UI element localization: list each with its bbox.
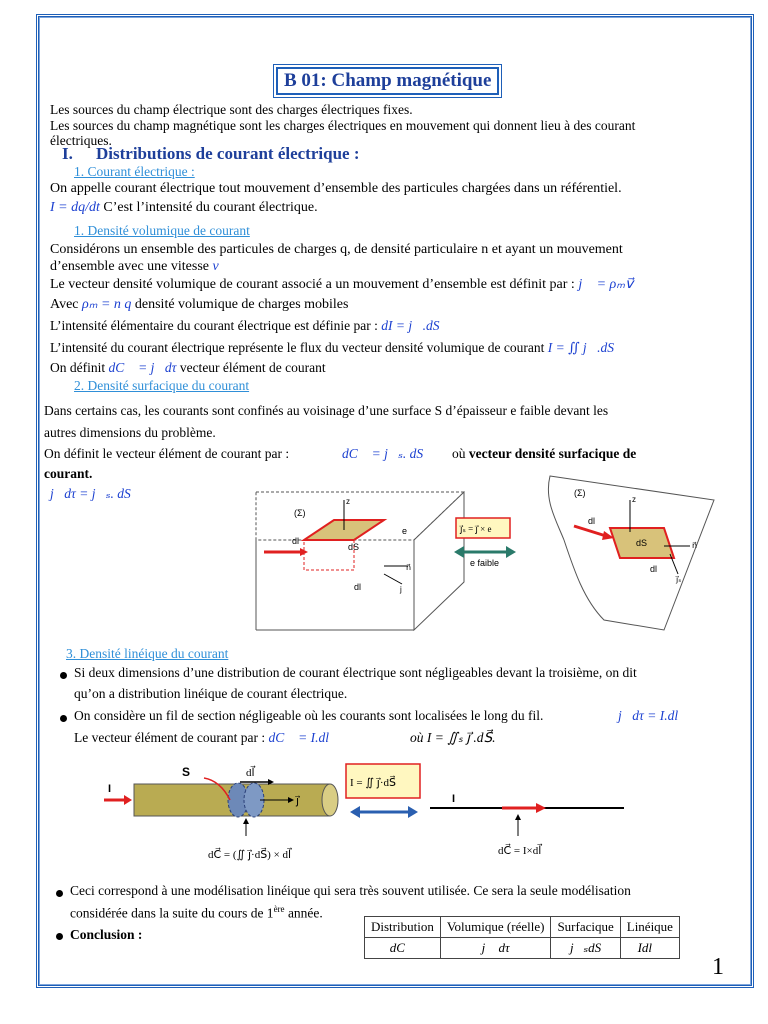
svg-text:I = ∬ j⃗·dS⃗: I = ∬ j⃗·dS⃗	[350, 777, 396, 789]
svg-text:z: z	[632, 495, 636, 504]
lineique-b2-eq: j⃗dτ = I.dl⃗	[618, 708, 689, 723]
section-number: I.	[62, 144, 73, 163]
wire-formula-right: dC⃗ = I×dl⃗	[498, 845, 542, 857]
surfacique-eq: j⃗dτ = j⃗ₛ. dS	[50, 486, 131, 501]
page-number: 1	[712, 954, 724, 980]
surfacique-p2: autres dimensions du problème.	[44, 425, 216, 440]
subheading-courant: 1. Courant électrique :	[74, 164, 195, 179]
lineique-b4b: considérée dans la suite du cours de 1ère année.	[70, 904, 323, 921]
svg-text:e: e	[402, 526, 408, 536]
table-header: Distribution	[365, 917, 441, 938]
fig1-sigma: (Σ)	[294, 508, 306, 518]
svg-text:S: S	[182, 765, 191, 779]
lineique-b1a: Si deux dimensions d’une distribution de courant électrique sont négligeables devant la troisième, on dit	[74, 665, 637, 680]
svg-text:dl: dl	[292, 536, 300, 546]
volumique-line-2: d’ensemble avec une vitesse v⃗	[50, 259, 230, 274]
lineique-b4a: Ceci correspond à une modélisation linéique qui sera très souvent utilisée. Ce sera la seule modélisation	[70, 883, 631, 898]
svg-text:n⃗: n⃗	[692, 541, 698, 550]
svg-text:(Σ): (Σ)	[574, 488, 586, 498]
intensity-formula: I = dq/dt	[50, 200, 100, 215]
table-cell: Idl⃗	[620, 938, 679, 959]
table-cell: j⃗ₛdS	[551, 938, 620, 959]
intro-line-1: Les sources du champ électrique sont des charges électriques fixes.	[50, 102, 413, 117]
svg-text:e faible: e faible	[470, 558, 500, 568]
volumique-line-4: Avec ρₘ = n q densité volumique de charges mobiles	[50, 297, 349, 312]
surfacique-p4: courant.	[44, 466, 93, 481]
table-cell: dC⃗	[365, 938, 441, 959]
intensity-line: I = dq/dt C’est l’intensité du courant électrique.	[50, 200, 318, 215]
svg-text:n⃗: n⃗	[406, 563, 412, 572]
bullet-2	[60, 715, 67, 722]
svg-text:j: j	[400, 585, 402, 594]
svg-text:dl: dl	[650, 564, 658, 574]
conclusion-label: Conclusion :	[70, 927, 143, 942]
section-title: Distributions de courant électrique :	[96, 144, 360, 163]
volumique-line-3: Le vecteur densité volumique de courant associé a un mouvement d’ensemble est définit par : j⃗ = ρₘv⃗	[50, 277, 634, 292]
subheading-lineique: 3. Densité linéique du courant	[66, 646, 229, 661]
subheading-surfacique: 2. Densité surfacique du courant	[74, 378, 250, 393]
lineique-b2: On considère un fil de section négligeable où les courants sont localisées le long du fil.	[74, 708, 544, 723]
intro-line-2: Les sources du champ magnétique sont les charges électriques en mouvement qui donnent lieu à des courant	[50, 118, 636, 133]
svg-text:I: I	[108, 783, 112, 795]
svg-text:I: I	[452, 793, 456, 805]
subheading-volumique: 1. Densité volumique de courant	[74, 223, 250, 238]
lineique-b3b: où I = ∬ₛ j⃗ .dS⃗.	[410, 730, 496, 745]
volumique-line-7: On définit dC⃗ = j⃗dτ vecteur élément de courant	[50, 360, 326, 375]
lineique-b1b: qu’on a distribution linéique de courant électrique.	[74, 686, 348, 701]
svg-text:j⃗ₛ = j⃗ × e: j⃗ₛ = j⃗ × e	[460, 524, 492, 534]
svg-text:dl⃗: dl⃗	[246, 767, 255, 779]
svg-text:dS: dS	[348, 542, 360, 552]
surfacique-dC: dC⃗ = j⃗ₛ. dS	[342, 446, 424, 461]
lineique-b3: Le vecteur élément de courant par : dC⃗ = I.dl⃗	[74, 730, 340, 745]
bullet-4	[56, 933, 63, 940]
volumique-line-1: Considérons un ensemble des particules de charges q, de densité particulaire n et ayant un mouvement	[50, 242, 623, 257]
page-title: B 01: Champ magnétique	[276, 67, 499, 95]
table-cell: j⃗ dτ	[440, 938, 551, 959]
svg-text:dl: dl	[354, 582, 362, 592]
conclusion-table	[364, 916, 680, 959]
bullet-1	[60, 672, 67, 679]
svg-text:z: z	[346, 497, 350, 506]
wire-formula-left: dC⃗ = (∬ j⃗·dS⃗) × dl⃗	[208, 849, 292, 861]
surfacique-p3c: où vecteur densité surfacique de	[452, 446, 637, 461]
table-header-row	[365, 917, 680, 938]
svg-text:j⃗ₛ: j⃗ₛ	[676, 575, 682, 584]
svg-text:dS: dS	[636, 538, 648, 548]
courant-definition: On appelle courant électrique tout mouvement d’ensemble des particules chargées dans un référentiel.	[50, 181, 622, 196]
wire-figure	[100, 760, 630, 868]
volumique-line-5: L’intensité élémentaire du courant électrique est définie par : dI = j⃗.dS⃗	[50, 318, 450, 333]
slab-side	[414, 492, 464, 630]
table-header: Volumique (réelle)	[440, 917, 551, 938]
volumique-line-6: L’intensité du courant électrique représente le flux du vecteur densité volumique de courant I = ∬ j⃗.dS⃗	[50, 340, 625, 355]
surface-current-figure	[244, 470, 724, 638]
surfacique-p3: On définit le vecteur élément de courant par :	[44, 446, 290, 461]
svg-text:j⃗: j⃗	[296, 795, 300, 807]
svg-text:dl: dl	[588, 516, 596, 526]
intro-line-3: électriques.	[50, 133, 112, 148]
table-header: Linéique	[620, 917, 679, 938]
surfacique-p1: Dans certains cas, les courants sont confinés au voisinage d’une surface S d’épaisseur e faible devant les	[44, 403, 609, 418]
bullet-3	[56, 890, 63, 897]
table-header: Surfacique	[551, 917, 620, 938]
table-row	[365, 938, 680, 959]
